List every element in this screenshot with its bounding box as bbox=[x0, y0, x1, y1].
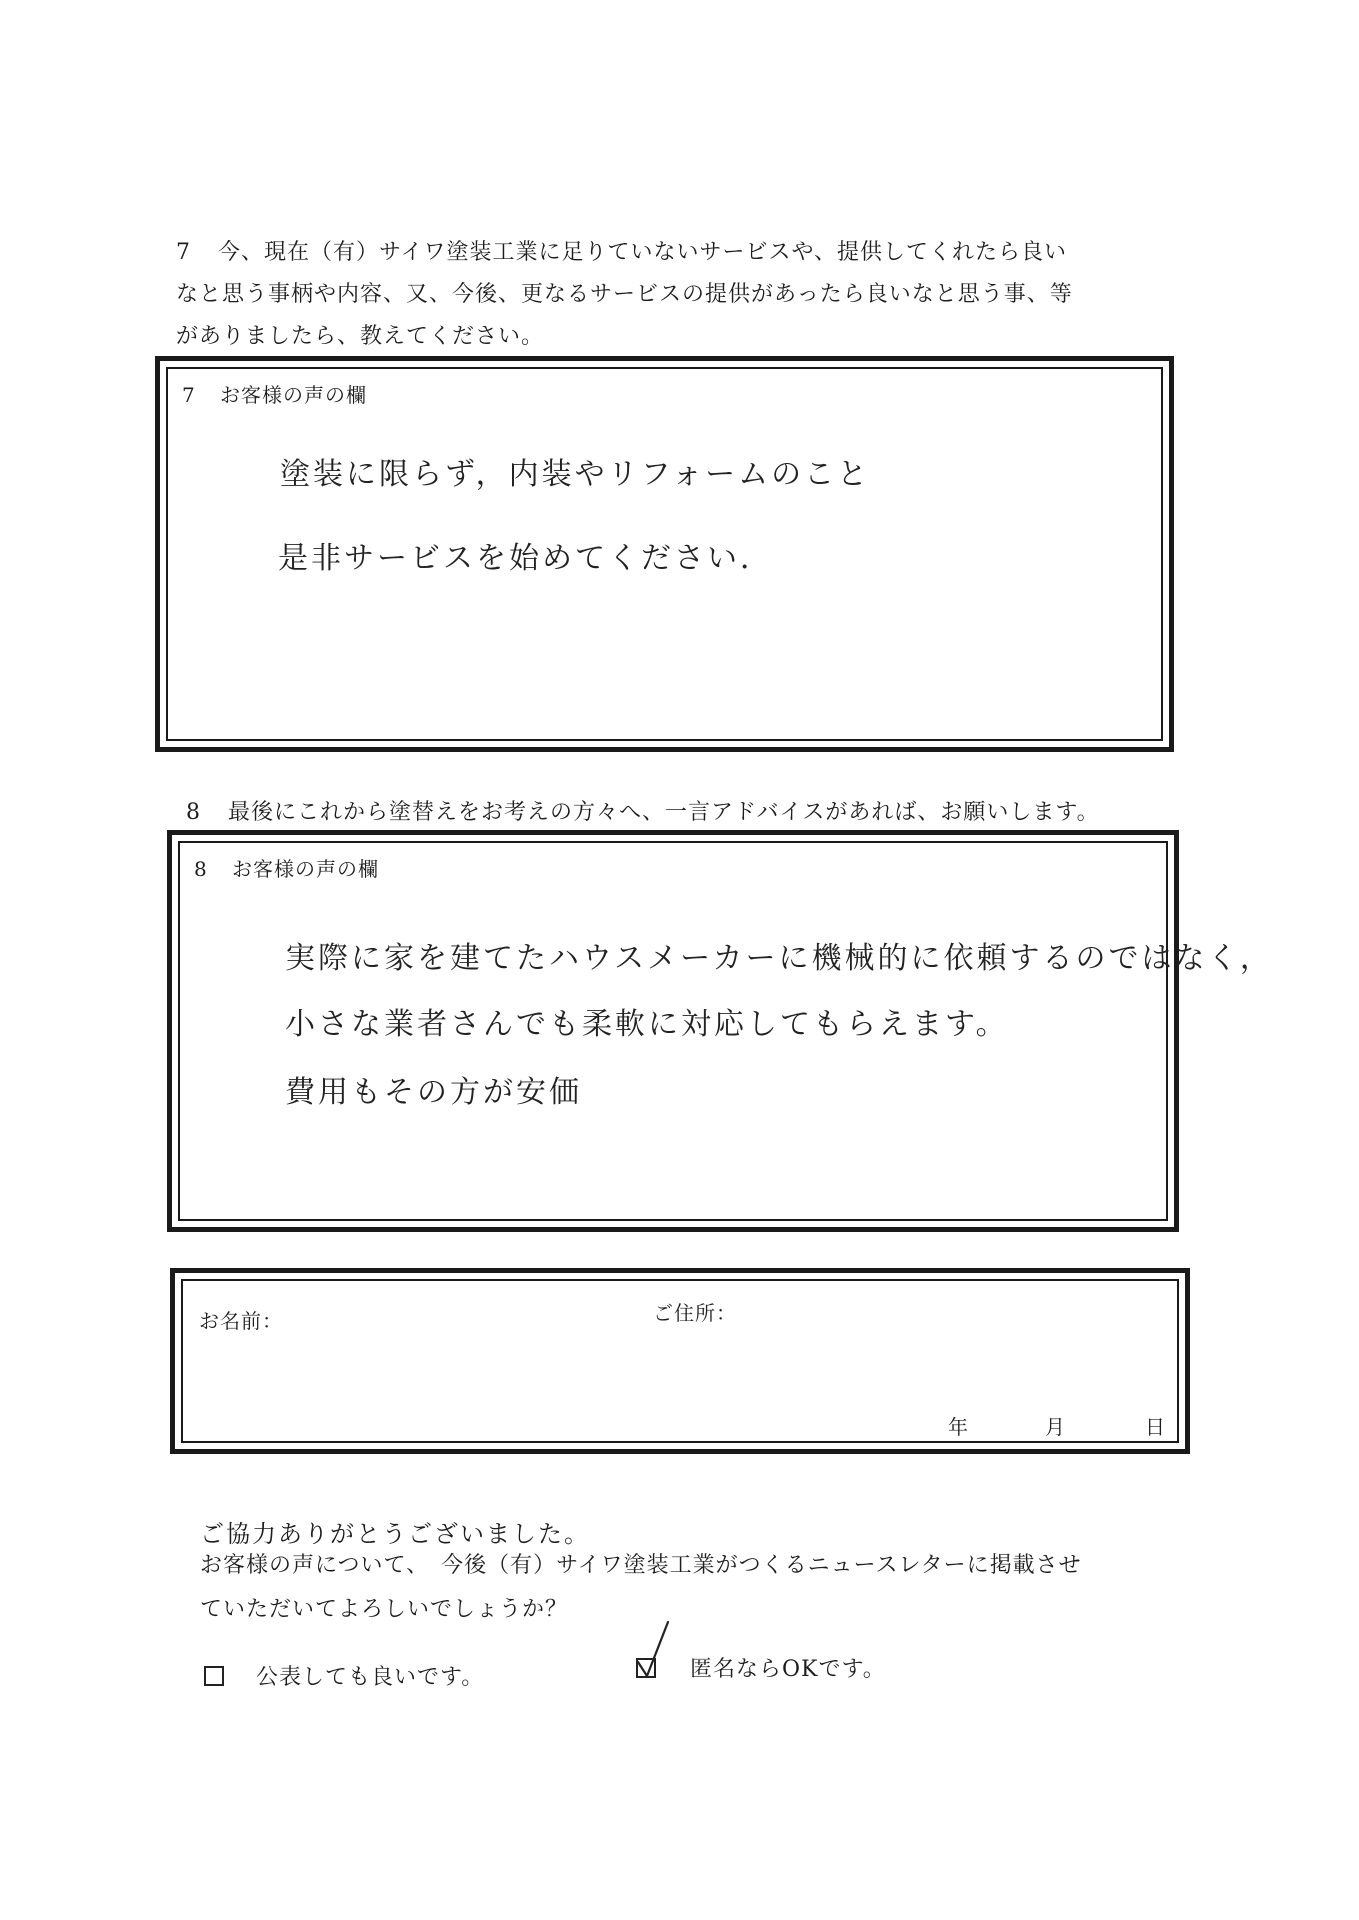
customer-voice-box-7 bbox=[155, 356, 1174, 752]
question-8 bbox=[186, 792, 1100, 834]
customer-voice-box-8 bbox=[167, 830, 1273, 1232]
month-label: 月 bbox=[1045, 1415, 1066, 1439]
handwritten-answer-7-line-2: 是非サービスを始めてください． bbox=[278, 541, 773, 576]
publication-request-line-1: お客様の声について、 今後（有）サイワ塗装工業がつくるニュースレターに掲載させ bbox=[200, 1553, 1082, 1578]
name-field-label: お名前： bbox=[199, 1309, 283, 1333]
question-7-line-3: がありましたら、教えてください。 bbox=[176, 324, 545, 349]
day-label: 日 bbox=[1145, 1415, 1166, 1439]
year-label: 年 bbox=[948, 1415, 969, 1439]
box-7-label bbox=[182, 379, 367, 408]
question-8-number: 8 bbox=[186, 800, 201, 825]
public-ok-label: 公表しても良いです。 bbox=[256, 1665, 485, 1690]
check-mark-icon bbox=[630, 1618, 676, 1682]
box-8-label bbox=[194, 853, 379, 882]
question-7-number: 7 bbox=[176, 240, 191, 265]
public-ok-checkbox[interactable] bbox=[204, 1666, 224, 1686]
question-7-line-2: なと思う事柄や内容、又、今後、更なるサービスの提供があったら良いなと思う事、等 bbox=[176, 282, 1073, 307]
thanks-heading: ご協力ありがとうございました。 bbox=[200, 1520, 590, 1548]
handwritten-answer-8-line-1: 実際に家を建てたハウスメーカーに機械的に依頼するのではなく， bbox=[285, 941, 1273, 976]
box-8-title: お客様の声の欄 bbox=[232, 857, 379, 881]
contact-form-box bbox=[170, 1268, 1190, 1454]
handwritten-answer-8-line-3: 費用もその方が安価 bbox=[285, 1075, 582, 1110]
anonymous-ok-label: 匿名ならOKです。 bbox=[690, 1657, 886, 1682]
box-7-title: お客様の声の欄 bbox=[220, 383, 367, 407]
box-8-number: 8 bbox=[194, 857, 208, 881]
handwritten-answer-8-line-2: 小さな業者さんでも柔軟に対応してもらえます。 bbox=[285, 1007, 1009, 1042]
address-field-label: ご住所： bbox=[653, 1301, 737, 1325]
publication-request-line-2: ていただいてよろしいでしょうか？ bbox=[200, 1597, 569, 1622]
question-7-line-1: 今、現在（有）サイワ塗装工業に足りていないサービスや、提供してくれたら良い bbox=[218, 240, 1068, 265]
box-7-number: 7 bbox=[182, 383, 196, 407]
question-8-text: 最後にこれから塗替えをお考えの方々へ、一言アドバイスがあれば、お願いします。 bbox=[228, 800, 1100, 825]
handwritten-answer-7-line-1: 塗装に限らず，内装やリフォームのこと bbox=[280, 457, 871, 492]
question-7 bbox=[176, 232, 1073, 358]
